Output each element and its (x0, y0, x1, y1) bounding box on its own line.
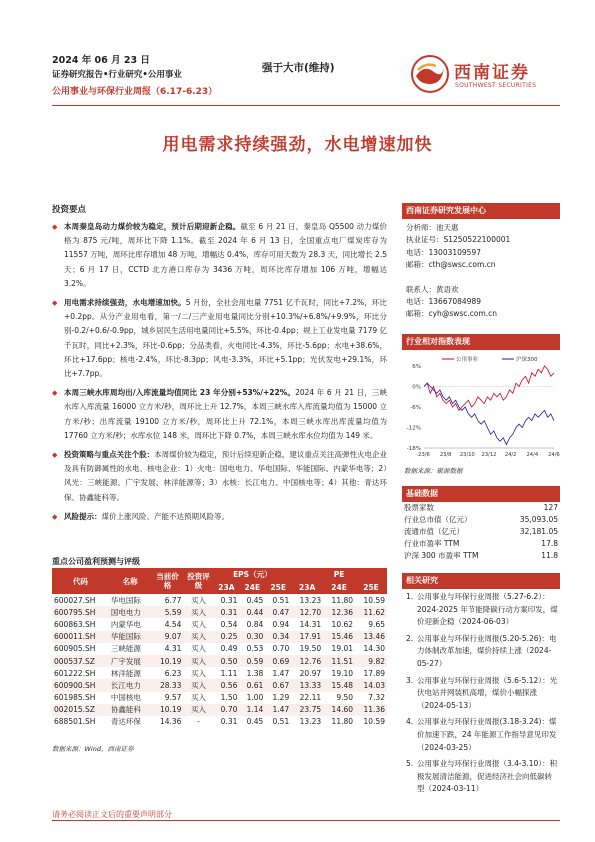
table-cell: 0.53 (246, 644, 264, 654)
related-text: 公用事业与环保行业周报（5.6-5.12）：光伏电站并网装机高增，煤价小幅探涨（2024-05-13） (417, 675, 558, 710)
x-tick-label: 23/8 (439, 452, 452, 458)
company-logo (408, 50, 558, 102)
table-row (52, 655, 387, 667)
table-cell: 10.59 (363, 595, 385, 605)
table-cell: 15.48 (323, 679, 355, 691)
table-cell: 0.54 (220, 619, 238, 629)
logo-text: 西南证券 (454, 63, 530, 83)
table-cell: 中国核电 (110, 693, 141, 703)
table-cell: 0.34 (265, 631, 291, 643)
basic-label: 行业市盈率 TTM (404, 539, 460, 548)
basic-row (404, 538, 558, 550)
table-cell: 20.97 (299, 668, 322, 678)
table-row (52, 667, 387, 679)
table-cell: 23.75 (291, 704, 323, 716)
table-cell: 14.36 (159, 717, 182, 727)
col-eps-y1: 23A (213, 581, 239, 594)
analyst-phone: 电话：13003109597 (406, 247, 481, 257)
y-tick-label: -18% (406, 446, 421, 452)
table-cell: 10.19 (151, 655, 183, 667)
report-title: 用电需求持续强劲，水电增速加快 (162, 135, 433, 155)
table-cell: 0.50 (213, 655, 239, 667)
point-text: 5 月份，全社会用电量 7751 亿千瓦时，同比+7.2%，环比+0.2pp。从分产业用电看，第一/二/三产业用电量同比分别+10.3%/+6.8%/+9.9%，环比分别-0.2/+0.6/-0.9pp，城乡居民生活用电量同比+5.5%，环比-0.4pp；规上工业发电量 7179 亿千瓦时，同比+2.3%，环比-0.6pp；分品类看，火电同比-4.3%，环比-5.6pp；水电+38.6%，环比+17.6pp；核电-2.4%，环比-8.3pp；风电-3.3%，环比+5.1pp；光伏发电+29.1%，环比+7.7pp。 (64, 298, 387, 379)
table-row (52, 704, 387, 716)
table-cell: 0.45 (246, 595, 264, 605)
table-cell: 0.61 (239, 679, 265, 691)
series-line-utilities (424, 366, 554, 410)
table-cell: 14.03 (355, 679, 387, 691)
related-text: 公用事业与环保行业周报(5.20-5.26)：电力体制改革加速，煤价持续上涨（2024-05-27） (417, 633, 557, 668)
table-cell: 17.89 (363, 668, 385, 678)
table-cell: 0.31 (220, 595, 238, 605)
basic-row (404, 514, 558, 526)
analyst-name: 分析师：池天惠 (406, 223, 459, 232)
basic-value: 17.8 (541, 539, 558, 548)
table-cell: 买入 (183, 704, 213, 716)
table-cell: 0.70 (272, 644, 290, 654)
basic-label: 行业总市值（亿元） (404, 515, 472, 524)
table-cell: 28.33 (151, 679, 183, 691)
analyst-heading: 西南证券研究发展中心 (402, 203, 560, 219)
table-cell: 000537.SZ (52, 655, 109, 667)
table-cell: 14.31 (299, 619, 322, 629)
table-cell: 买入 (190, 693, 206, 703)
series-line-hs300 (424, 383, 554, 445)
table-cell: 19.50 (299, 644, 322, 654)
legend-label-utilities: 公用事业 (456, 357, 479, 363)
contact-phone: 电话：13667084989 (406, 297, 481, 307)
table-row (52, 643, 387, 655)
table-row (52, 594, 387, 606)
report-type: 证券研究报告•行业研究•公用事业 (52, 70, 182, 80)
related-index: 1. (406, 592, 414, 601)
table-cell: 1.47 (265, 704, 291, 716)
analyst-license: 执业证号：S1250522100001 (406, 235, 511, 245)
table-cell: 0.30 (239, 631, 265, 643)
related-text: 公用事业与环保行业周报（3.4-3.10）：积极发展清洁能源，促进经济社会向低碳转型（2024-03-11） (417, 759, 558, 794)
table-cell: 600905.SH (54, 644, 96, 654)
col-pe-y2: 24E (323, 581, 355, 594)
basic-label: 股票家数 (404, 503, 434, 512)
forecast-table (52, 568, 387, 728)
related-item[interactable] (406, 758, 558, 796)
related-item[interactable] (406, 675, 558, 713)
related-item[interactable] (406, 633, 558, 671)
header-divider (52, 105, 560, 106)
table-cell: 19.01 (331, 644, 354, 654)
table-cell: 11.62 (355, 606, 387, 618)
point-text: 本周煤价较为稳定，预计后续迎新企稳，建议重点关注高弹性火电企业及具有防御属性的水电、核电企业：1）火电：国电电力、华电国际、华能国际、内蒙华电等；2）风光：三峡能源、广宇发展、林洋能源等；3）水核：长江电力、中国核电等；4）其他：青达环保、协鑫能科等。 (64, 450, 388, 502)
table-cell: 19.10 (331, 668, 354, 678)
table-cell: 7.32 (368, 693, 385, 703)
y-tick-label: -12% (406, 425, 421, 432)
related-item[interactable] (406, 591, 558, 629)
col-eps-y3: 25E (265, 581, 291, 594)
table-cell: 5.59 (151, 606, 183, 618)
logo-subtext: SOUTHWEST SECURITIES (455, 82, 537, 89)
table-cell: 青达环保 (110, 717, 141, 727)
table-cell: 华电国际 (110, 595, 141, 605)
relative-index-chart (402, 352, 560, 462)
basic-value: 32,181.05 (519, 527, 558, 536)
col-name: 名称 (109, 568, 152, 594)
table-cell: 买入 (183, 679, 213, 691)
table-cell: 600863.SH (54, 619, 96, 629)
forecast-heading: 重点公司盈利预测与评级 (52, 557, 140, 566)
table-cell: 买入 (183, 655, 213, 667)
table-row (52, 606, 387, 618)
basic-value: 35,093.05 (519, 515, 558, 524)
table-cell: 三峡能源 (110, 644, 141, 654)
table-cell: 11.36 (355, 704, 387, 716)
table-cell: 0.59 (239, 655, 265, 667)
table-cell: 10.62 (331, 619, 354, 629)
table-cell: 12.76 (291, 655, 323, 667)
table-cell: 买入 (183, 606, 213, 618)
basic-row (404, 526, 558, 538)
table-cell: - (197, 717, 200, 727)
table-cell: 13.23 (299, 717, 322, 727)
table-cell: 1.00 (246, 693, 264, 703)
point-lead: 投资策略与重点关注个股： (64, 450, 155, 460)
table-cell: 14.60 (323, 704, 355, 716)
table-cell: 协鑫能科 (109, 704, 152, 716)
footer-divider (52, 820, 560, 821)
table-cell: 601985.SH (54, 693, 96, 703)
table-cell: 9.57 (164, 693, 182, 703)
point-text: 2024 年 6 月 21 日，三峡水库入库流量 16000 立方米/秒，周环比上升 12.7%，本周三峡水库入库流量均值为 15000 立方米/秒；出库流量 19100 立方米/秒，周环比上升 72.1%，本周三峡水库出库流量均值为 17760 立方米/秒；水库水位 148 米，周环比下降 0.7%，本周三峡水库水位均值为 149 米。 (64, 388, 388, 440)
spacer (406, 272, 556, 284)
table-cell: 买入 (190, 644, 206, 654)
table-cell: 内蒙华电 (110, 619, 141, 629)
col-rating: 投资评级 (183, 568, 213, 594)
table-cell: 林洋能源 (110, 668, 141, 678)
table-cell: 600011.SH (52, 631, 109, 643)
chart-heading: 行业相对指数表现 (402, 334, 560, 350)
y-tick-label: 0% (412, 384, 421, 391)
table-cell: 0.49 (220, 644, 238, 654)
basic-heading: 基础数据 (402, 486, 560, 502)
basic-row (404, 550, 558, 562)
table-cell: 22.11 (299, 693, 322, 703)
industry-rating: 强于大市(维持) (262, 62, 335, 74)
table-cell: 6.77 (164, 595, 182, 605)
point-text: 煤价上涨风险、产能不达预期风险等。 (101, 511, 229, 521)
table-cell: 12.36 (323, 606, 355, 618)
table-cell: 0.69 (265, 655, 291, 667)
table-cell: 0.45 (246, 717, 264, 727)
invest-point (52, 296, 387, 381)
table-cell: 10.59 (363, 717, 385, 727)
table-cell: 13.23 (299, 595, 322, 605)
table-cell: 0.44 (239, 606, 265, 618)
table-cell: 11.51 (323, 655, 355, 667)
table-cell: 0.31 (220, 717, 238, 727)
related-index: 5. (406, 759, 414, 769)
table-cell: 6.23 (164, 668, 182, 678)
table-cell: 0.31 (213, 606, 239, 618)
table-cell: 11.80 (331, 595, 354, 605)
basic-label: 沪深 300 市盈率 TTM (404, 551, 479, 560)
report-series: 公用事业与环保行业周报（6.17-6.23） (52, 87, 218, 97)
contact-email: 邮箱：cyh@swsc.com.cn (406, 309, 498, 319)
related-index: 4. (406, 717, 414, 727)
table-cell: 买入 (190, 668, 206, 678)
table-row (52, 679, 387, 691)
contact-name: 联系人：黄语欢 (406, 284, 459, 294)
invest-point (52, 448, 387, 505)
invest-point (52, 510, 387, 524)
invest-point (52, 386, 387, 443)
related-index: 3. (406, 675, 414, 685)
basic-row (404, 502, 558, 514)
table-cell: 广宇发展 (109, 655, 152, 667)
table-cell: 0.56 (213, 679, 239, 691)
basic-value: 11.8 (541, 551, 558, 560)
table-cell: 14.30 (363, 644, 385, 654)
table-cell: 国电电力 (109, 606, 152, 618)
related-text: 公用事业与环保行业周报(3.18-3.24)：煤价加速下跌，24 年能源工作指导意见印发（2024-03-25） (417, 717, 557, 752)
table-row (52, 631, 387, 643)
related-research (406, 591, 558, 800)
table-cell: 13.33 (291, 679, 323, 691)
y-tick-label: -6% (410, 405, 421, 411)
table-cell: 11.80 (331, 717, 354, 727)
table-cell: 4.31 (164, 644, 182, 654)
table-cell: 12.70 (291, 606, 323, 618)
col-price: 当前价格 (151, 568, 183, 594)
x-tick-label: 23/10 (459, 452, 475, 458)
table-cell: 1.47 (272, 668, 290, 678)
table-cell: 长江电力 (109, 679, 152, 691)
related-text: 公用事业与环保行业周报（5.27-6.2）：2024-2025 年节能降碳行动方案印发，煤价迎新企稳（2024-06-03） (417, 592, 558, 627)
table-cell: 601222.SH (54, 668, 96, 678)
col-code: 代码 (52, 568, 109, 594)
logo-emblem-icon (410, 54, 450, 94)
point-text: 截至 6 月 21 日，秦皇岛 Q5500 动力煤价格为 875 元/吨，周环比下降 1.1%。截至 2024 年 6 月 13 日，全国重点电厂煤炭库存为 11557 万吨，周环比库存增加 48 万吨，增幅达 0.4%，库存可用天数为 28.3 天，同比增长 2.5 天；6 月 17 日，CCTD 北方港口库存为 3436 万吨，周环比库存增加 106 万吨，增幅达 3.2%。 (64, 222, 388, 288)
table-cell: 13.46 (355, 631, 387, 643)
basic-label: 流通市值（亿元） (404, 527, 464, 536)
table-cell: 1.29 (272, 693, 290, 703)
col-pe: PE (291, 568, 387, 581)
table-cell: 9.07 (151, 631, 183, 643)
table-cell: 1.50 (220, 693, 238, 703)
point-lead: 本周秦皇岛动力煤价较为稳定，预计后期迎新企稳。 (64, 222, 241, 231)
table-cell: 0.84 (246, 619, 264, 629)
y-tick-label: 6% (412, 364, 421, 370)
chart-source: 数据来源：聚源数据 (404, 467, 463, 475)
table-cell: 华能国际 (109, 631, 152, 643)
table-cell: 1.14 (239, 704, 265, 716)
table-cell: 9.65 (368, 619, 385, 629)
footer-disclaimer: 请务必阅读正文后的重要声明部分 (52, 810, 172, 819)
point-lead: 风险提示： (64, 511, 102, 521)
table-cell: 1.38 (246, 668, 264, 678)
x-tick-label: 24/4 (526, 452, 539, 458)
x-tick-label: 24/6 (548, 452, 560, 458)
related-heading: 相关研究 (402, 573, 560, 589)
related-item[interactable] (406, 716, 558, 754)
col-eps: EPS（元） (213, 568, 291, 581)
table-cell: 买入 (190, 619, 206, 629)
point-lead: 本周三峡水库周均出/入库流量均值同比 23 年分别+53%/+22%。 (64, 388, 296, 398)
point-lead: 用电需求持续强劲，水电增速加快。 (64, 298, 186, 308)
table-row (52, 692, 387, 704)
table-cell: 9.50 (336, 693, 354, 703)
x-tick-label: 23/6 (418, 452, 430, 458)
col-pe-y1: 23A (291, 581, 323, 594)
table-cell: 0.47 (265, 606, 291, 618)
table-cell: 10.19 (151, 704, 183, 716)
invest-point (52, 220, 387, 291)
table-cell: 0.25 (213, 631, 239, 643)
table-cell: 002015.SZ (52, 704, 109, 716)
table-cell: 0.67 (265, 679, 291, 691)
table-cell: 买入 (183, 631, 213, 643)
table-cell: 600795.SH (52, 606, 109, 618)
x-tick-label: 24/2 (504, 452, 517, 458)
x-tick-label: 23/12 (481, 452, 497, 458)
basic-data (404, 502, 558, 562)
table-cell: 0.70 (213, 704, 239, 716)
table-cell: 0.51 (272, 717, 290, 727)
table-cell: 0.94 (272, 619, 290, 629)
table-source: 数据来源：Wind，西南证券 (52, 745, 134, 753)
table-row (52, 618, 387, 630)
table-cell: 688501.SH (54, 717, 96, 727)
related-index: 2. (406, 633, 414, 643)
analyst-info (406, 222, 556, 321)
table-row (52, 716, 387, 728)
col-pe-y3: 25E (355, 581, 387, 594)
table-cell: 600900.SH (52, 679, 109, 691)
table-cell: 4.54 (164, 619, 182, 629)
invest-heading: 投资要点 (52, 205, 87, 215)
table-cell: 买入 (190, 595, 206, 605)
table-cell: 9.82 (355, 655, 387, 667)
table-cell: 0.51 (272, 595, 290, 605)
invest-points (52, 220, 387, 529)
basic-value: 127 (543, 503, 558, 512)
table-cell: 1.11 (220, 668, 238, 678)
report-date: 2024 年 06 月 23 日 (52, 55, 150, 66)
table-cell: 17.91 (291, 631, 323, 643)
col-eps-y2: 24E (239, 581, 265, 594)
table-cell: 15.46 (323, 631, 355, 643)
table-cell: 600027.SH (54, 595, 96, 605)
analyst-email: 邮箱：cth@swsc.com.cn (406, 260, 496, 270)
legend-label-hs300: 沪深300 (516, 357, 538, 363)
